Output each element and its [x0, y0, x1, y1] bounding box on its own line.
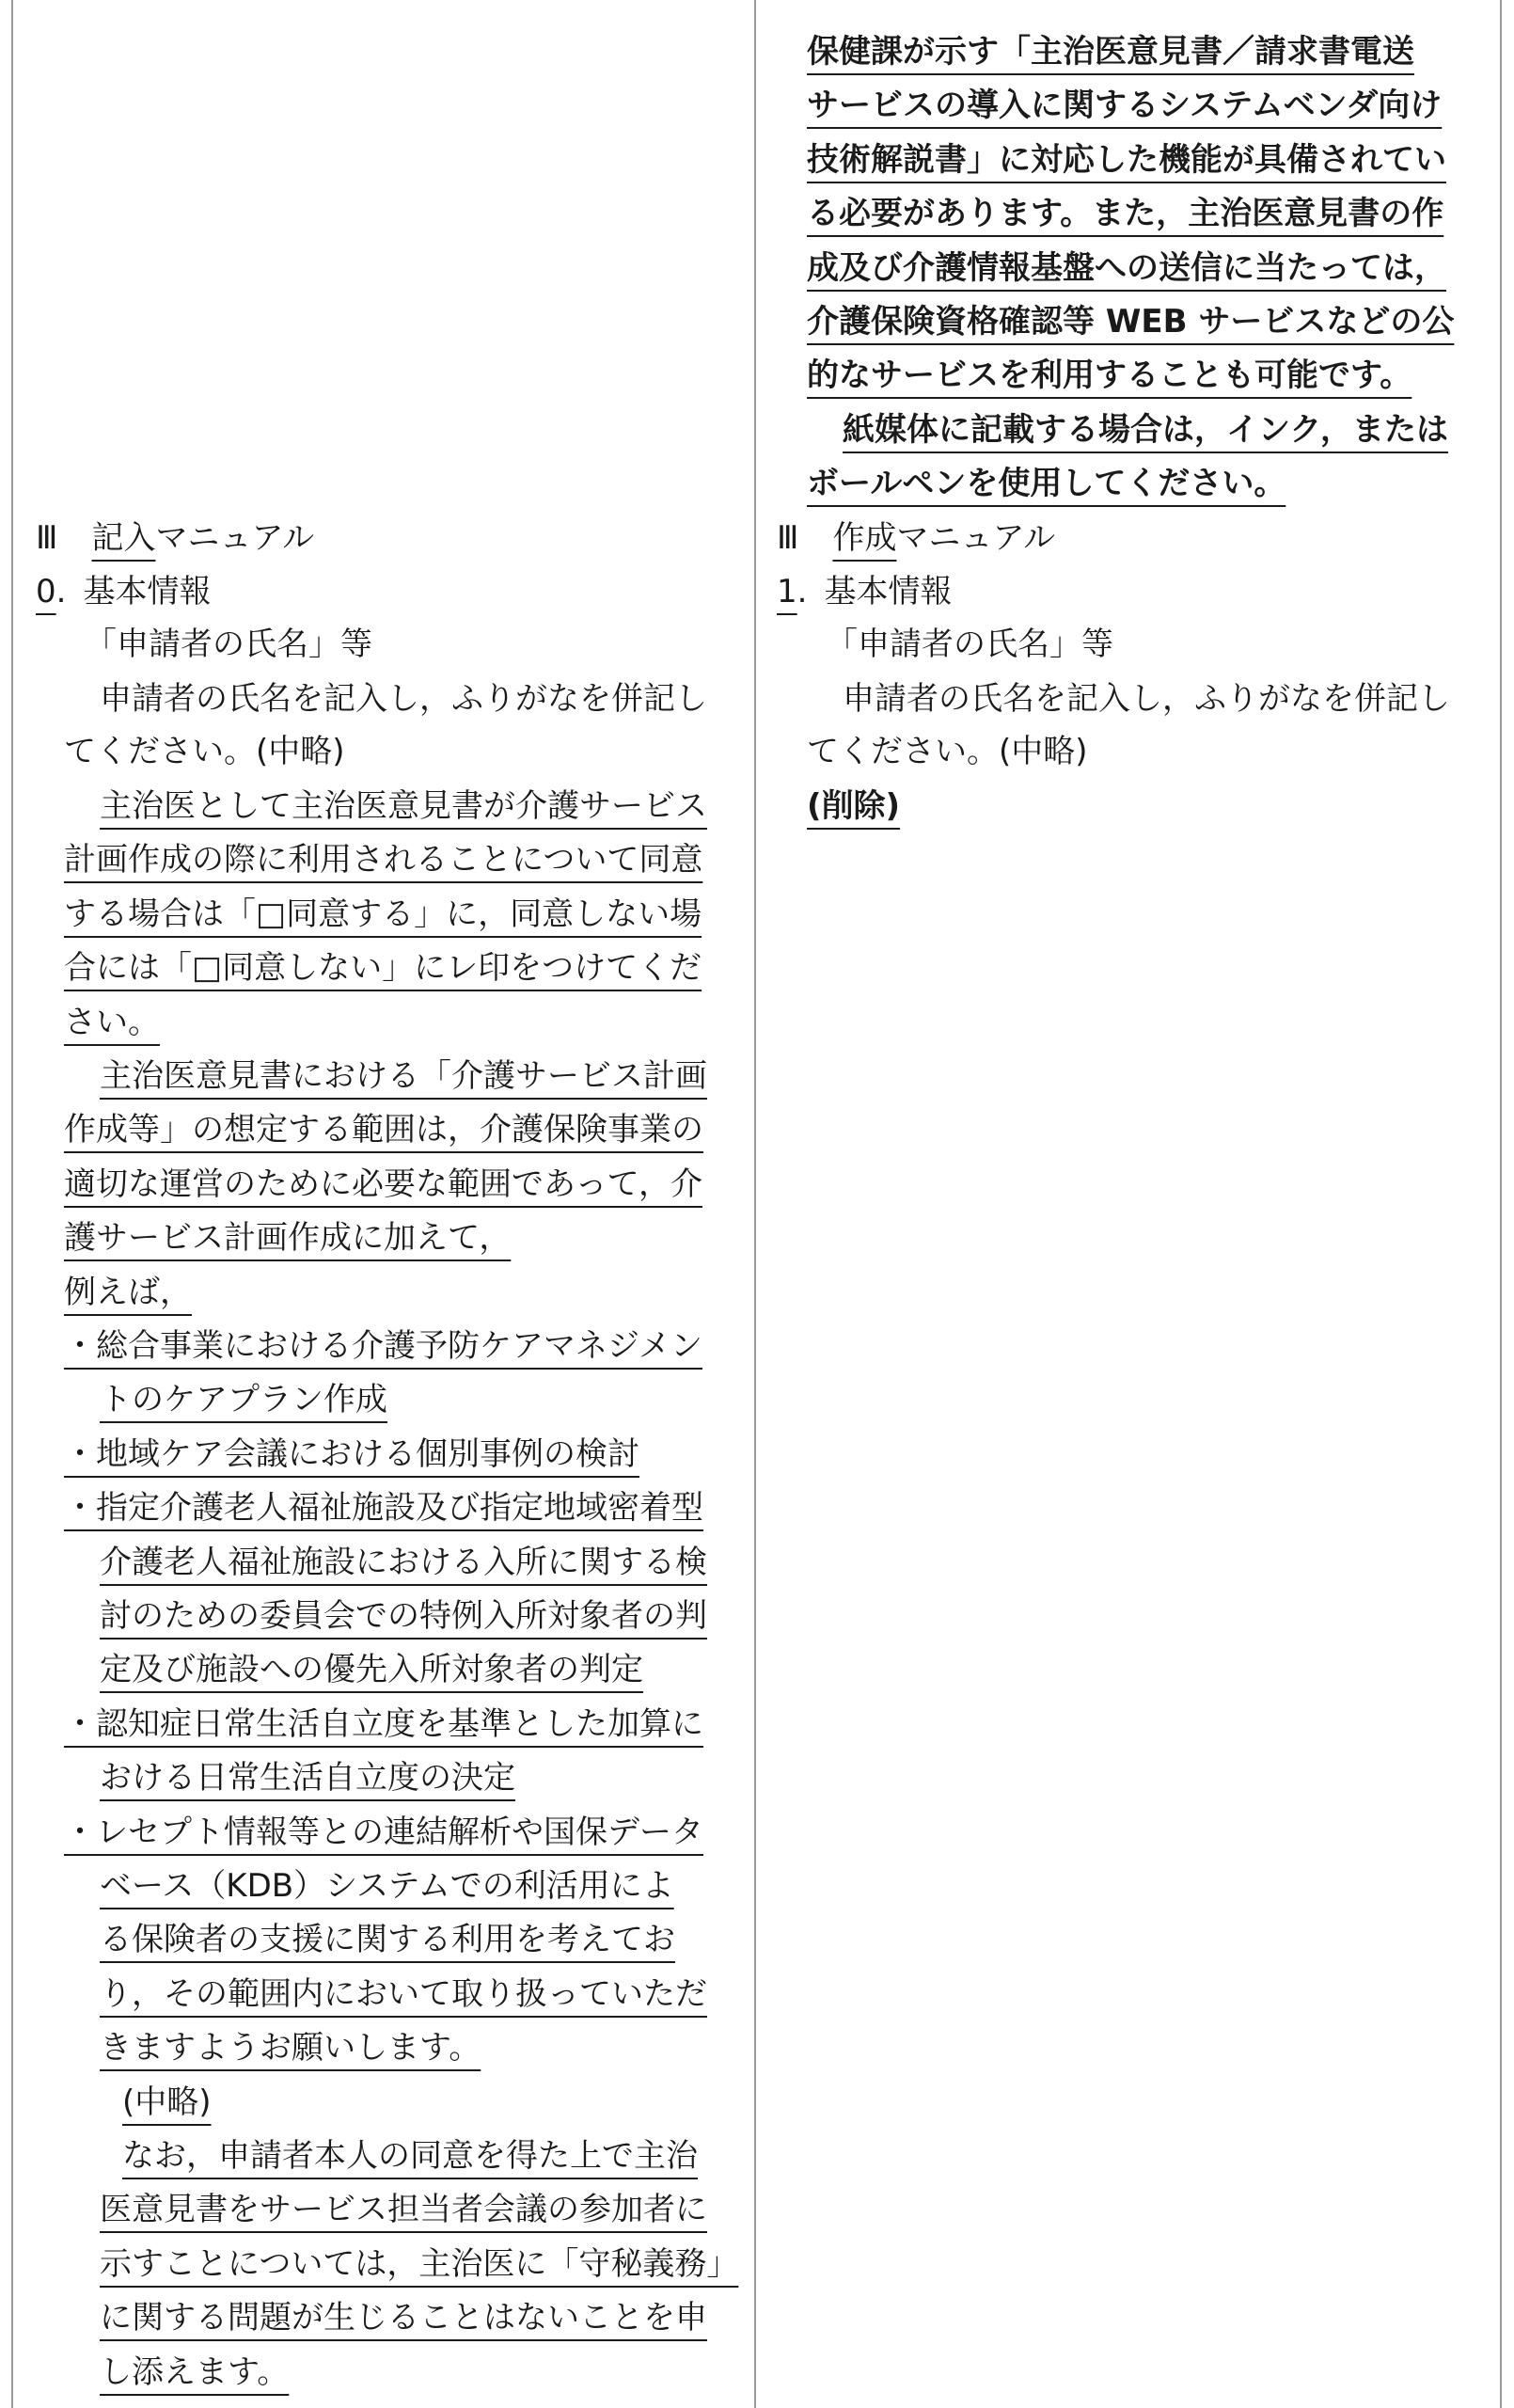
left-underlined-line: ・レセプト情報等との連結解析や国保データ	[64, 1814, 703, 1851]
right-top-line: サービスの導入に関するシステムベンダ向け	[807, 87, 1443, 124]
left-underlined-line: (中略)	[122, 2083, 212, 2121]
left-underlined-line: 討のための委員会での特例入所対象者の判	[100, 1597, 707, 1635]
left-heading-changed-word: 記入	[91, 519, 156, 557]
right-top-line: る必要があります。また，主治医意見書の作	[807, 195, 1444, 232]
left-underlined-line: きますようお願いします。	[100, 2029, 481, 2067]
left-underlined-line: 示すことについては，主治医に「守秘義務」	[100, 2245, 739, 2283]
left-underlined-line: トのケアプラン作成	[100, 1381, 387, 1418]
left-heading-rest: マニュアル	[155, 519, 315, 557]
left-underlined-line: 介護老人福祉施設における入所に関する検	[100, 1544, 707, 1581]
right-subhead: 「申請者の氏名」等	[826, 626, 1113, 663]
left-underlined-line: ・認知症日常生活自立度を基準とした加算に	[64, 1705, 703, 1743]
right-deleted-marker: (削除)	[807, 787, 901, 825]
right-top-line: 成及び介護情報基盤への送信に当たっては，	[807, 249, 1446, 287]
left-underlined-line: り，その範囲内において取り扱っていただ	[100, 1975, 707, 2013]
left-underlined-line: する場合は「□同意する」に，同意しない場	[64, 895, 702, 933]
left-underlined-line: に関する問題が生じることはないことを申	[100, 2299, 707, 2337]
right-heading-rest: マニュアル	[896, 519, 1056, 557]
right-top-line: ボールペンを使用してください。	[807, 465, 1286, 502]
left-underlined-line: おける日常生活自立度の決定	[100, 1759, 515, 1797]
left-section-title: 0. 基本情報	[36, 573, 212, 610]
left-underlined-line: さい。	[64, 1004, 160, 1041]
left-underlined-line: 例えば，	[64, 1274, 192, 1311]
left-underlined-line: 医意見書をサービス担当者会議の参加者に	[100, 2191, 707, 2228]
left-p1-line2: てください。(中略)	[64, 733, 345, 770]
page-left-rule	[11, 0, 13, 2408]
column-divider	[754, 0, 756, 2408]
right-top-line: 介護保険資格確認等 WEB サービスなどの公	[807, 303, 1455, 341]
left-underlined-line: ・総合事業における介護予防ケアマネジメン	[64, 1327, 702, 1365]
right-top-line: 保健課が示す「主治医意見書／請求書電送	[807, 33, 1414, 71]
left-underlined-line: 主治医意見書における「介護サービス計画	[100, 1057, 707, 1095]
left-underlined-line: なお，申請者本人の同意を得た上で主治	[122, 2137, 698, 2175]
left-subhead: 「申請者の氏名」等	[85, 626, 372, 663]
left-underlined-line: 計画作成の際に利用されることについて同意	[64, 841, 703, 879]
right-heading-numeral: Ⅲ	[777, 519, 799, 557]
left-underlined-line: 護サービス計画作成に加えて，	[64, 1219, 512, 1257]
left-underlined-line: ・地域ケア会議における個別事例の検討	[64, 1435, 639, 1473]
right-top-line: 的なサービスを利用することも可能です。	[807, 356, 1412, 394]
left-underlined-line: 適切な運営のために必要な範囲であって，介	[64, 1165, 702, 1203]
right-section-title: 1. 基本情報	[777, 573, 953, 610]
left-underlined-line: し添えます。	[100, 2353, 290, 2391]
right-p1-line1: 申請者の氏名を記入し，ふりがなを併記し	[843, 680, 1450, 718]
left-underlined-line: ・指定介護老人福祉施設及び指定地域密着型	[64, 1489, 703, 1527]
right-top-line: 技術解説書」に対応した機能が具備されてい	[807, 141, 1446, 179]
left-underlined-line: ベース（KDB）システムでの利活用によ	[100, 1867, 674, 1905]
left-underlined-line: 作成等」の想定する範囲は，介護保険事業の	[64, 1111, 703, 1149]
left-underlined-line: 定及び施設への優先入所対象者の判定	[100, 1651, 643, 1688]
right-top-line: 紙媒体に記載する場合は，インク，または	[843, 411, 1448, 449]
left-underlined-line: る保険者の支援に関する利用を考えてお	[100, 1921, 675, 1958]
left-heading	[36, 519, 315, 557]
left-section-number: 0	[36, 573, 56, 610]
left-underlined-line: 合には「□同意しない」にレ印をつけてくだ	[64, 949, 702, 987]
right-heading-changed-word: 作成	[832, 519, 897, 557]
left-underlined-line: 主治医として主治医意見書が介護サービス	[100, 787, 707, 825]
left-p1-line1: 申請者の氏名を記入し，ふりがなを併記し	[100, 680, 707, 718]
right-heading	[777, 519, 1056, 557]
right-section-number: 1	[777, 573, 797, 610]
left-heading-numeral: Ⅲ	[36, 519, 58, 557]
right-p1-line2: てください。(中略)	[807, 733, 1088, 770]
page-right-rule	[1500, 0, 1502, 2408]
